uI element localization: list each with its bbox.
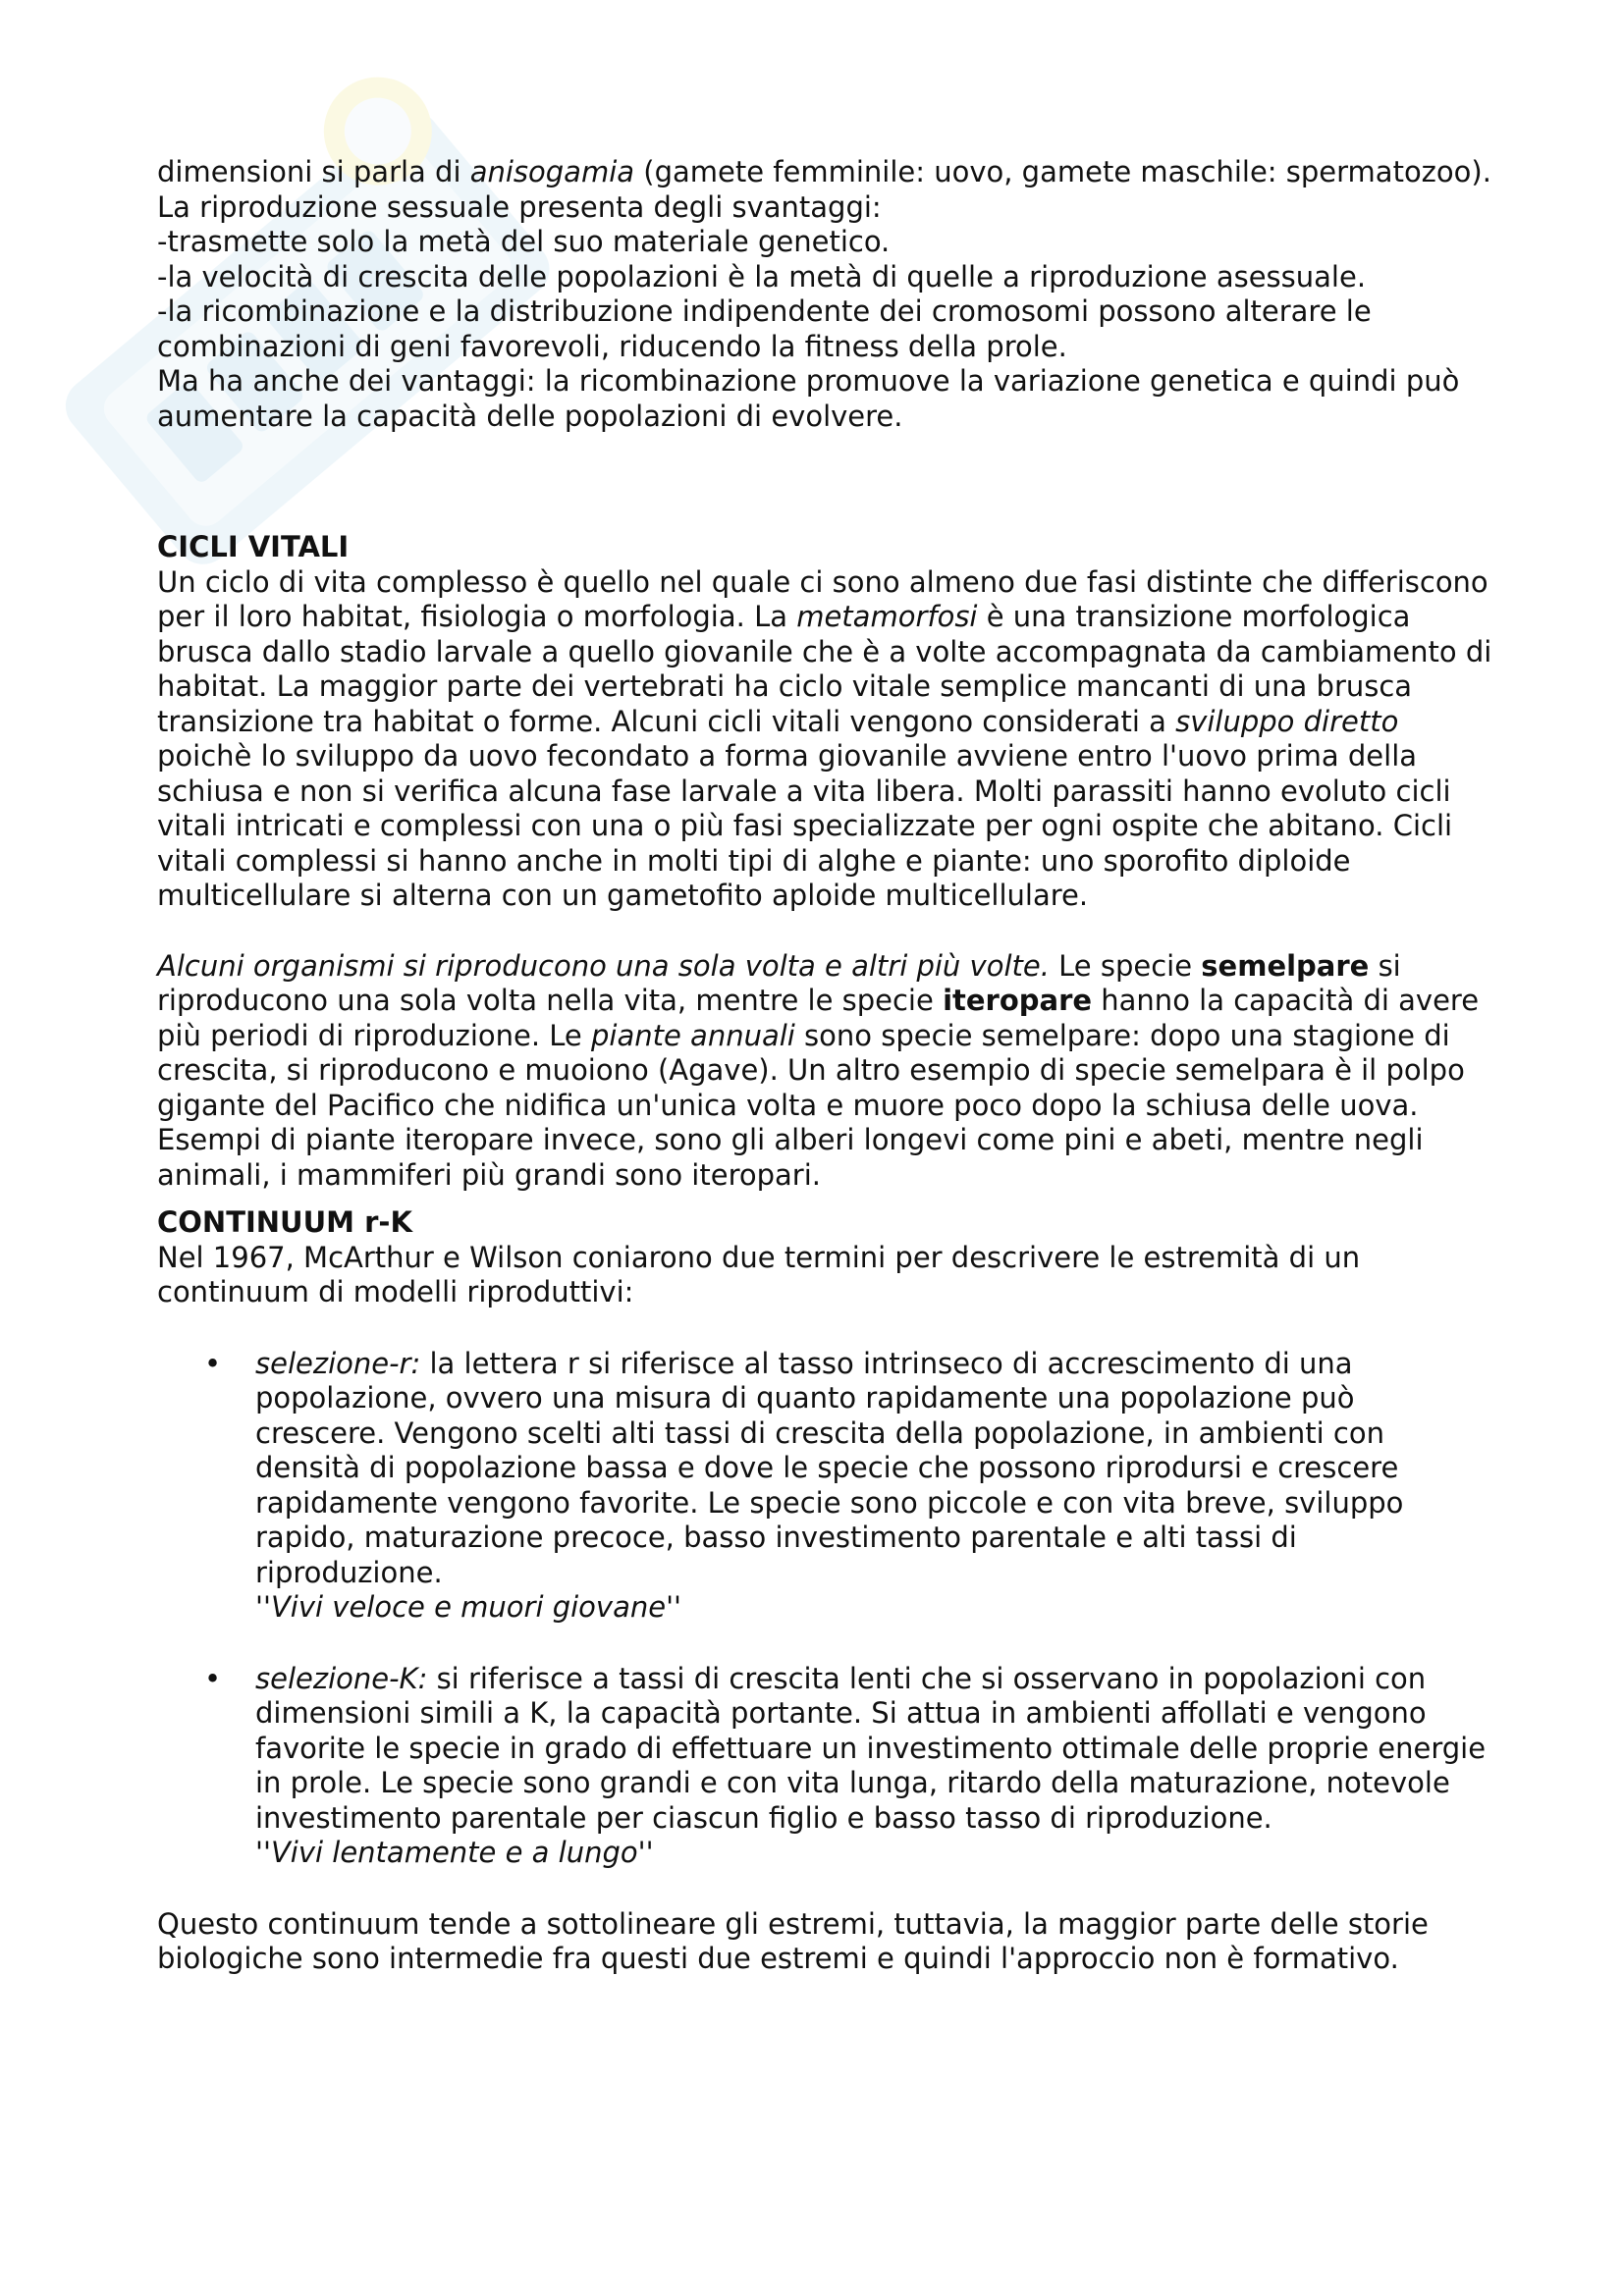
list-item-selezione-k (157, 1662, 1492, 1871)
selezione-r-quote (255, 1590, 1492, 1626)
heading-cicli-vitali: CICLI VITALI (157, 530, 350, 563)
term-sviluppo-diretto: sviluppo diretto (1175, 704, 1399, 738)
intro-text: dimensioni si parla di (157, 155, 470, 188)
semelpare-paragraph (157, 949, 1492, 1194)
term-selezione-r: selezione-r: (255, 1346, 421, 1380)
advantages-text: Ma ha anche dei vantaggi: la ricombinazione promuove la variazione genetica e quindi può aumentare la capacità delle popolazioni di evolvere. (157, 364, 1460, 433)
selezione-r-body: la lettera r si riferisce al tasso intrinseco di accrescimento di una popolazione, ovvero una misura di quanto rapidamente una popolazione può crescere. Vengono scelti alti tassi di crescita della popolazione, in ambienti con densità di popolazione bassa e dove le specie che possono riprodursi e crescere rapidamente vengono favorite. Le specie sono piccole e con vita breve, sviluppo rapido, maturazione precoce, basso investimento parentale e alti tassi di riproduzione. (255, 1346, 1404, 1589)
bullet-icon: • (204, 1661, 222, 1695)
quote-k: ''Vivi lentamente e a lungo'' (255, 1836, 654, 1869)
rk-list (157, 1347, 1492, 1871)
selezione-k-text (255, 1662, 1492, 1837)
document-page (157, 155, 1492, 1977)
quote-r: ''Vivi veloce e muori giovane'' (255, 1590, 682, 1624)
selezione-k-quote (255, 1836, 1492, 1871)
selezione-k-body: si riferisce a tassi di crescita lenti che si osservano in popolazioni con dimensioni simili a K, la capacità portante. Si attua in ambienti affollati e vengono favorite le specie in grado di effettuare un investimento ottimale delle proprie energie in prole. Le specie sono grandi e con vita lunga, ritardo della maturazione, notevole investimento parentale per ciascun figlio e basso tasso di riproduzione. (255, 1661, 1487, 1835)
rk-intro: Nel 1967, McArthur e Wilson coniarono due termini per descrivere le estremità di un continuum di modelli riproduttivi: (157, 1240, 1361, 1308)
intro-text-continued: (gamete femminile: uovo, gamete maschile: spermatozoo). La riproduzione sessuale presenta degli svantaggi: (157, 155, 1491, 224)
cicli-text-1: Un ciclo di vita complesso è quello nel quale ci sono almeno due fasi distinte che differiscono per il loro habitat, fisiologia o morfologia. La (157, 564, 1488, 633)
cicli-paragraph (157, 565, 1492, 914)
closing-paragraph: Questo continuum tende a sottolineare gli estremi, tuttavia, la maggior parte delle storie biologiche sono intermedie fra questi due estremi e quindi l'approccio non è formativo. (157, 1906, 1429, 1975)
cicli-text-3: poichè lo sviluppo da uovo fecondato a forma giovanile avviene entro l'uovo prima della schiusa e non si verifica alcuna fase larvale a vita libera. Molti parassiti hanno evoluto cicli vitali intricati e complessi con una o più fasi specializzate per ogni ospite che abitano. Cicli vitali complessi si hanno anche in molti tipi di alghe e piante: uno sporofito diploide multicellulare si alterna con un gametofito aploide multicellulare. (157, 739, 1453, 912)
term-iteropare: iteropare (943, 984, 1093, 1017)
cicli-text-2: è una transizione morfologica brusca dallo stadio larvale a quello giovanile che è a volte accompagnata da cambiamento di habitat. La maggior parte dei vertebrati ha ciclo vitale semplice mancanti di una brusca transizione tra habitat o forme. Alcuni cicli vitali vengono considerati a (157, 600, 1492, 738)
term-semelpare: semelpare (1201, 948, 1370, 983)
semel-text-3: hanno la capacità di avere più periodi di riproduzione. Le (157, 984, 1480, 1052)
term-selezione-k: selezione-K: (255, 1661, 428, 1695)
term-piante-annuali: piante annuali (591, 1018, 795, 1052)
semel-text-1: Le specie (1049, 948, 1202, 983)
term-metamorfosi: metamorfosi (796, 600, 978, 633)
semel-text-2: si riproducono una sola volta nella vita, mentre le specie (157, 948, 1401, 1017)
intro-paragraph (157, 155, 1492, 225)
disadvantage-2: -la velocità di crescita delle popolazioni è la metà di quelle a riproduzione asessuale. (157, 259, 1367, 294)
bullet-icon: • (204, 1346, 222, 1380)
disadvantage-3: -la ricombinazione e la distribuzione indipendente dei cromosomi possono alterare le combinazioni di geni favorevoli, riducendo la fitness della prole. (157, 294, 1372, 363)
term-anisogamia: anisogamia (469, 155, 635, 188)
list-item-selezione-r (157, 1347, 1492, 1626)
disadvantage-1: -trasmette solo la metà del suo materiale genetico. (157, 225, 891, 258)
semel-lead: Alcuni organismi si riproducono una sola volta e altri più volte. (157, 948, 1050, 983)
heading-continuum-rk: CONTINUUM r-K (157, 1205, 412, 1239)
selezione-r-text (255, 1347, 1492, 1591)
semel-text-4: sono specie semelpare: dopo una stagione di crescita, si riproducono e muoiono (Agave). Un altro esempio di specie semelpara è il polpo gigante del Pacifico che nidifica un'unica volta e muore poco dopo la schiusa delle uova. Esempi di piante iteropare invece, sono gli alberi longevi come pini e abeti, mentre negli animali, i mammiferi più grandi sono iteropari. (157, 1018, 1465, 1192)
